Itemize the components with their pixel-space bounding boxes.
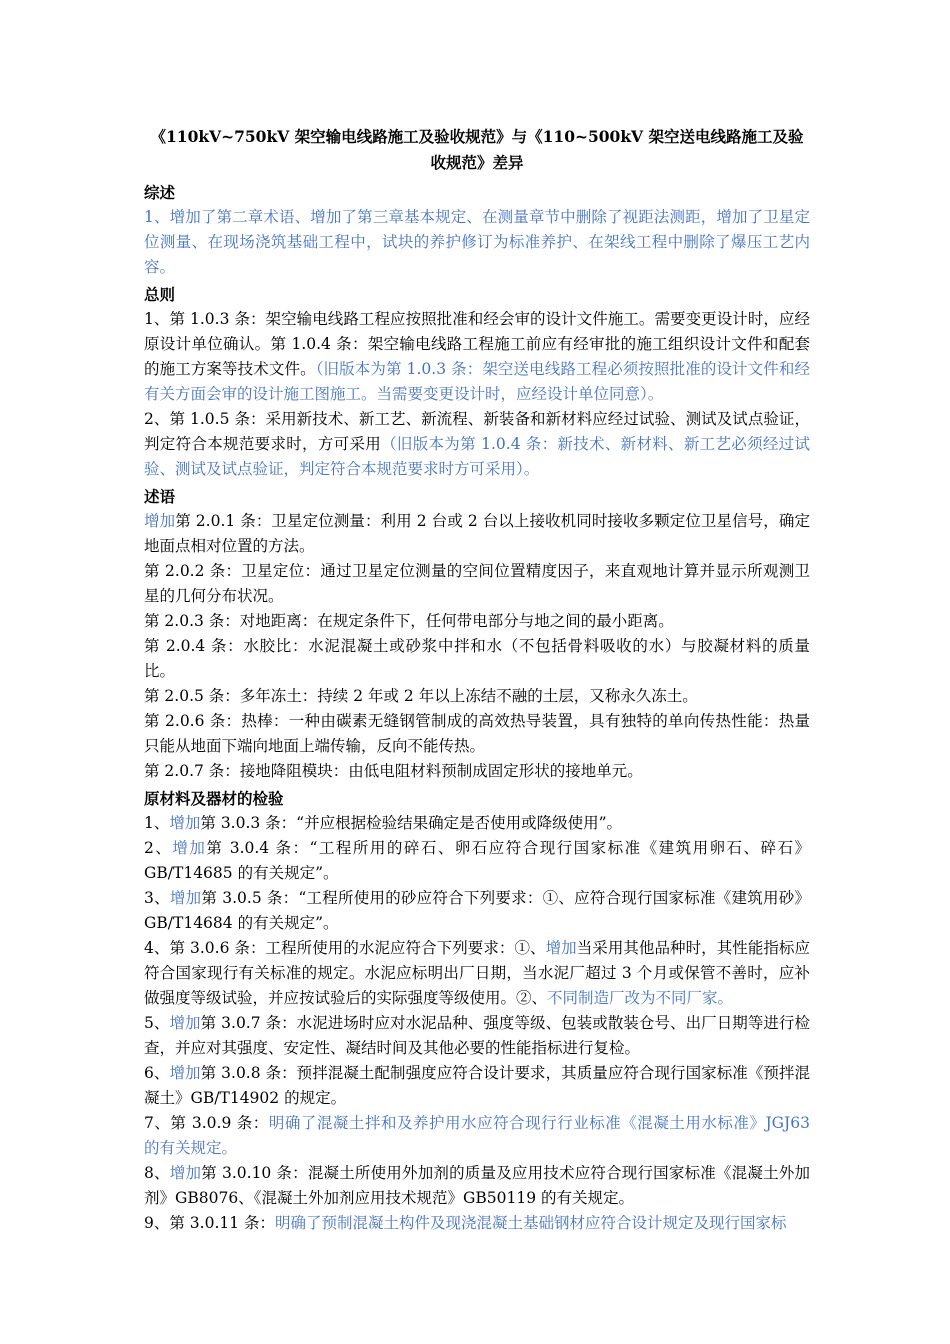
materials-i5-text: 第 3.0.7 条：水泥进场时应对水泥品种、强度等级、包装或散装仓号、出厂日期等进行检查，并应对其强度、安定性、凝结时间及其他必要的性能指标进行复检。: [144, 1014, 810, 1057]
materials-item-7: [144, 1111, 810, 1161]
materials-i3-text: 第 3.0.5 条：“工程所使用的砂应符合下列要求：①、应符合现行国家标准《建筑用砂》GB/T14684 的有关规定”。: [144, 889, 810, 932]
materials-i2-text: 第 3.0.4 条：“工程所用的碎石、卵石应符合现行国家标准《建筑用卵石、碎石》GB/T14685 的有关规定”。: [144, 839, 810, 882]
materials-i5-number: 5、: [144, 1014, 170, 1032]
materials-i4-change-note: 不同制造厂改为不同厂家。: [547, 989, 734, 1007]
general-paragraph-2: [144, 407, 810, 482]
materials-i1-added-label: 增加: [169, 814, 201, 832]
materials-i2-added-label: 增加: [172, 839, 207, 857]
materials-item-3: [144, 886, 810, 936]
terms-paragraph-7: 第 2.0.7 条：接地降阻模块：由低电阻材料预制成固定形状的接地单元。: [144, 762, 643, 780]
materials-i8-text: 第 3.0.10 条：混凝土所使用外加剂的质量及应用技术应符合现行国家标准《混凝土外加剂》GB8076、《混凝土外加剂应用技术规范》GB50119 的有关规定。: [144, 1164, 810, 1207]
materials-i4-added-label: 增加: [545, 939, 577, 957]
materials-i6-added-label: 增加: [169, 1064, 201, 1082]
materials-i4-text-b: 当采用其他品种时，其性能指标应符合国家现行有关标准的规定。水泥应标明出厂日期，当水泥厂超过 3 个月或保管不善时，应补做强度等级试验，并应按试验后的实际强度等级使用。②、: [144, 939, 810, 1007]
materials-item-4: [144, 936, 810, 1011]
section-heading-summary: 综述: [144, 183, 176, 202]
terms-p1-text: 第 2.0.1 条：卫星定位测量：利用 2 台或 2 台以上接收机同时接收多颗定位卫星信号，确定地面点相对位置的方法。: [144, 512, 810, 555]
materials-i9-number: 9、第 3.0.11 条：: [144, 1214, 276, 1232]
section-heading-general: 总则: [144, 285, 176, 304]
general-p1-text: 1、第 1.0.3 条：架空输电线路工程应按照批准和经会审的设计文件施工。需要变更设计时，应经原设计单位确认。第 1.0.4 条：架空输电线路工程施工前应有经审批的施工组织设计文件和配套的施工方案等技术文件。: [144, 310, 810, 378]
terms-paragraph-4: 第 2.0.4 条：水胶比：水泥混凝土或砂浆中拌和水（不包括骨料吸收的水）与胶凝材料的质量比。: [144, 637, 810, 680]
terms-paragraph-1: [144, 509, 810, 559]
terms-paragraph-3: 第 2.0.3 条：对地距离：在规定条件下，任何带电部分与地之间的最小距离。: [144, 612, 674, 630]
materials-i7-number: 7、第 3.0.9 条：: [144, 1114, 269, 1132]
materials-i8-number: 8、: [144, 1164, 170, 1182]
materials-item-5: [144, 1011, 810, 1061]
materials-i7-text: 明确了混凝土拌和及养护用水应符合现行行业标准《混凝土用水标准》JGJ63 的有关规定。: [144, 1114, 810, 1157]
terms-paragraph-6: 第 2.0.6 条：热棒：一种由碳素无缝钢管制成的高效热导装置，具有独特的单向传热性能：热量只能从地面下端向地面上端传输，反向不能传热。: [144, 712, 810, 755]
section-heading-terms: 述语: [144, 487, 176, 506]
general-p2-old-version: （旧版本为第 1.0.4 条：新技术、新材料、新工艺必须经过试验、测试及试点验证，判定符合本规范要求时方可采用）。: [144, 435, 810, 478]
materials-i6-text: 第 3.0.8 条：预拌混凝土配制强度应符合设计要求，其质量应符合现行国家标准《预拌混凝土》GB/T14902 的规定。: [144, 1064, 810, 1107]
terms-paragraph-5: 第 2.0.5 条：多年冻土：持续 2 年或 2 年以上冻结不融的土层，又称永久冻土。: [144, 687, 698, 705]
materials-i4-text-a: 4、第 3.0.6 条：工程所使用的水泥应符合下列要求：①、: [144, 939, 546, 957]
general-p1-old-version: （旧版本为第 1.0.3 条：架空送电线路工程必须按照批准的设计文件和经有关方面会审的设计施工图施工。当需要变更设计时，应经设计单位同意）。: [144, 360, 810, 403]
document-title: 《110kV~750kV 架空输电线路施工及验收规范》与《110~500kV 架空送电线路施工及验收规范》差异: [150, 127, 804, 172]
materials-item-1: [144, 811, 810, 836]
terms-paragraph-2: 第 2.0.2 条：卫星定位：通过卫星定位测量的空间位置精度因子，来直观地计算并显示所观测卫星的几何分布状况。: [144, 562, 810, 605]
section-heading-materials: 原材料及器材的检验: [144, 789, 284, 808]
materials-i1-number: 1、: [144, 814, 170, 832]
materials-item-9: [144, 1211, 810, 1236]
materials-item-2: [144, 836, 810, 886]
materials-i1-text: 第 3.0.3 条：“并应根据检验结果确定是否使用或降级使用”。: [200, 814, 623, 832]
materials-item-6: [144, 1061, 810, 1111]
terms-p1-added-label: 增加: [144, 512, 176, 530]
materials-i5-added-label: 增加: [169, 1014, 201, 1032]
materials-i6-number: 6、: [144, 1064, 170, 1082]
materials-i2-number: 2、: [144, 839, 173, 857]
materials-i3-added-label: 增加: [169, 889, 202, 907]
materials-i8-added-label: 增加: [169, 1164, 202, 1182]
general-p2-text: 2、第 1.0.5 条：采用新技术、新工艺、新流程、新装备和新材料应经过试验、测试及试点验证，判定符合本规范要求时，方可采用: [144, 410, 810, 453]
materials-i9-text: 明确了预制混凝土构件及现浇混凝土基础钢材应符合设计规定及现行国家标: [275, 1214, 787, 1232]
summary-paragraph: 1、增加了第二章术语、增加了第三章基本规定、在测量章节中删除了视距法测距，增加了卫星定位测量、在现场浇筑基础工程中，试块的养护修订为标准养护、在架线工程中删除了爆压工艺内容。: [144, 208, 810, 276]
materials-i3-number: 3、: [144, 889, 170, 907]
document-body: [144, 124, 810, 1236]
materials-item-8: [144, 1161, 810, 1211]
general-paragraph-1: [144, 307, 810, 407]
